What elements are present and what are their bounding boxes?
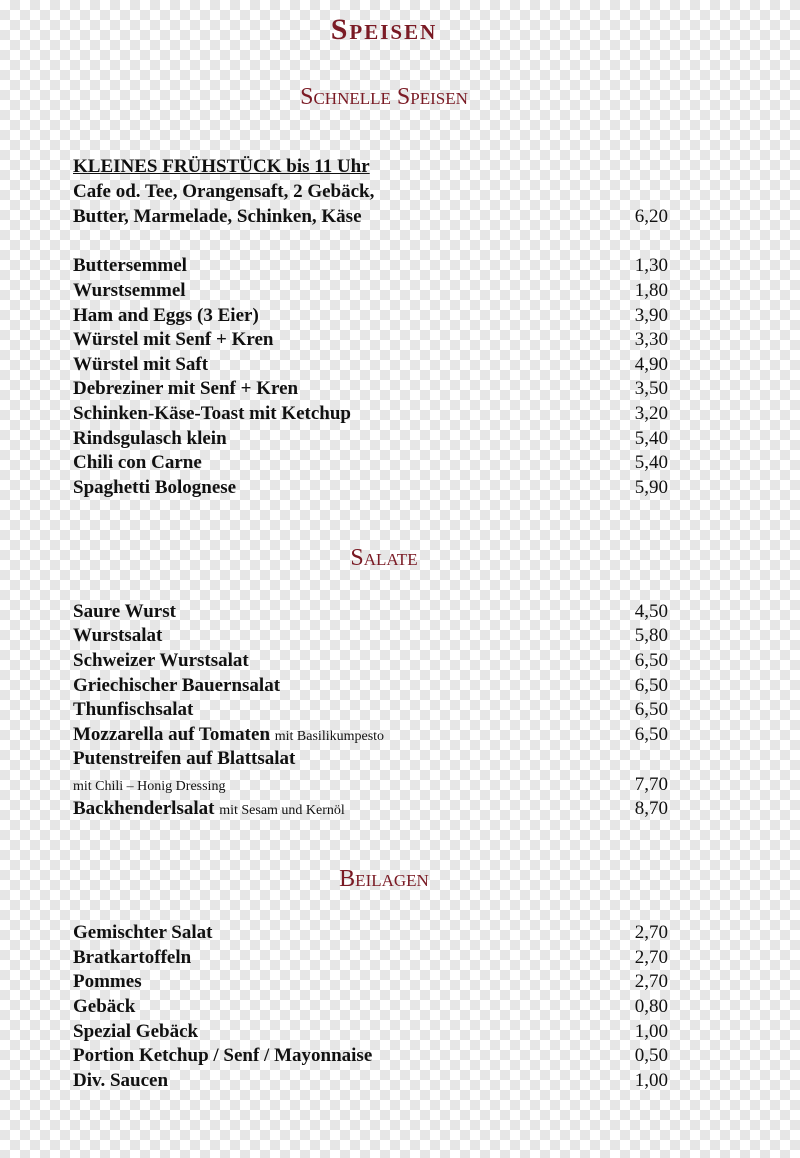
menu-item-name: Würstel mit Saft	[73, 354, 209, 375]
menu-item-name: Putenstreifen auf Blattsalat	[73, 748, 296, 769]
menu-item-name: Gebäck	[73, 996, 136, 1017]
menu-item-row	[73, 1043, 668, 1068]
menu-item-row	[73, 278, 668, 303]
breakfast-price: 6,20	[634, 206, 668, 227]
menu-item-price: 4,50	[634, 601, 668, 622]
menu-item-price: 1,00	[634, 1021, 668, 1042]
breakfast-title-text: KLEINES FRÜHSTÜCK bis 11 Uhr	[73, 156, 370, 177]
menu-item-row	[73, 401, 668, 426]
menu-item-price: 6,50	[634, 724, 668, 745]
breakfast-description-line-2	[73, 204, 668, 229]
menu-item-price: 2,70	[634, 922, 668, 943]
menu-item-row	[73, 746, 668, 771]
menu-item-name: Wurstsemmel	[73, 280, 186, 301]
menu-item-name: Chili con Carne	[73, 452, 202, 473]
menu-item-name: Saure Wurst	[73, 601, 176, 622]
menu-item-name: Wurstsalat	[73, 625, 163, 646]
menu-item-row	[73, 648, 668, 673]
menu-item-row	[73, 1068, 668, 1093]
section-heading-beilagen: Beilagen	[339, 866, 429, 892]
menu-item-price: 6,50	[634, 650, 668, 671]
menu-item-price: 1,30	[634, 255, 668, 276]
menu-item-name: Schweizer Wurstsalat	[73, 650, 249, 671]
menu-item-price: 0,80	[634, 996, 668, 1017]
menu-item-name: Rindsgulasch klein	[73, 428, 227, 449]
menu-item-price: 3,30	[634, 329, 668, 350]
menu-item-row	[73, 599, 668, 624]
menu-item-row	[73, 327, 668, 352]
breakfast-line-1-text: Cafe od. Tee, Orangensaft, 2 Gebäck,	[73, 181, 375, 202]
menu-item-price: 3,90	[634, 305, 668, 326]
menu-item-name-with-note	[73, 796, 345, 823]
menu-item-name: Portion Ketchup / Senf / Mayonnaise	[73, 1045, 373, 1066]
menu-item-name: Würstel mit Senf + Kren	[73, 329, 274, 350]
menu-item-price: 6,50	[634, 699, 668, 720]
menu-item-note: mit Chili – Honig Dressing	[73, 779, 226, 794]
menu-item-price: 1,80	[634, 280, 668, 301]
section-heading-schnelle-speisen: Schnelle Speisen	[300, 84, 468, 110]
menu-item-name: Ham and Eggs (3 Eier)	[73, 305, 259, 326]
menu-item-price: 8,70	[634, 798, 668, 819]
menu-item-row	[73, 697, 668, 722]
menu-item-name: Div. Saucen	[73, 1070, 169, 1091]
breakfast-title	[73, 154, 668, 179]
menu-item-price: 0,50	[634, 1045, 668, 1066]
menu-item-row	[73, 352, 668, 377]
menu-item-price: 1,00	[634, 1070, 668, 1091]
menu-item-note: mit Basilikumpesto	[274, 729, 385, 744]
menu-item-row	[73, 303, 668, 328]
menu-item-price: 3,20	[634, 403, 668, 424]
menu-item-price: 5,90	[634, 477, 668, 498]
menu-item-row	[73, 376, 668, 401]
menu-item-name: Mozzarella auf Tomaten	[73, 724, 271, 745]
menu-item-row	[73, 253, 668, 278]
menu-item-name: Thunfischsalat	[73, 699, 194, 720]
menu-item-name: Buttersemmel	[73, 255, 187, 276]
menu-item-price: 2,70	[634, 971, 668, 992]
menu-item-name: Spaghetti Bolognese	[73, 477, 237, 498]
menu-item-row	[73, 920, 668, 945]
menu-item-price: 6,50	[634, 675, 668, 696]
menu-item-row	[73, 673, 668, 698]
menu-item-row	[73, 994, 668, 1019]
breakfast-description-line-1	[73, 179, 668, 204]
menu-item-name: Griechischer Bauernsalat	[73, 675, 281, 696]
menu-item-price: 4,90	[634, 354, 668, 375]
section-heading-salate: Salate	[350, 545, 418, 571]
menu-item-price: 7,70	[634, 774, 668, 795]
menu-item-name: Pommes	[73, 971, 142, 992]
menu-item-price: 5,40	[634, 428, 668, 449]
menu-item-name: Schinken-Käse-Toast mit Ketchup	[73, 403, 351, 424]
menu-item-price: 5,40	[634, 452, 668, 473]
menu-item-name: Backhenderlsalat	[73, 798, 215, 819]
breakfast-line-2-text: Butter, Marmelade, Schinken, Käse	[73, 206, 362, 227]
menu-item-row	[73, 796, 668, 821]
menu-item-name: Debreziner mit Senf + Kren	[73, 378, 299, 399]
menu-item-row	[73, 450, 668, 475]
menu-item-price: 3,50	[634, 378, 668, 399]
menu-item-name: Spezial Gebäck	[73, 1021, 199, 1042]
menu-item-row	[73, 426, 668, 451]
menu-item-row	[73, 945, 668, 970]
menu-item-row	[73, 722, 668, 747]
menu-item-price: 5,80	[634, 625, 668, 646]
menu-item-name-with-note	[73, 722, 384, 749]
menu-item-row	[73, 969, 668, 994]
page-title: Speisen	[330, 13, 438, 46]
menu-item-name: Bratkartoffeln	[73, 947, 192, 968]
menu-item-row	[73, 623, 668, 648]
menu-item-row	[73, 1019, 668, 1044]
menu-item-price: 2,70	[634, 947, 668, 968]
menu-item-row	[73, 475, 668, 500]
menu-item-row-continuation	[73, 772, 668, 797]
menu-item-name: Gemischter Salat	[73, 922, 213, 943]
menu-item-note: mit Sesam und Kernöl	[219, 803, 345, 818]
